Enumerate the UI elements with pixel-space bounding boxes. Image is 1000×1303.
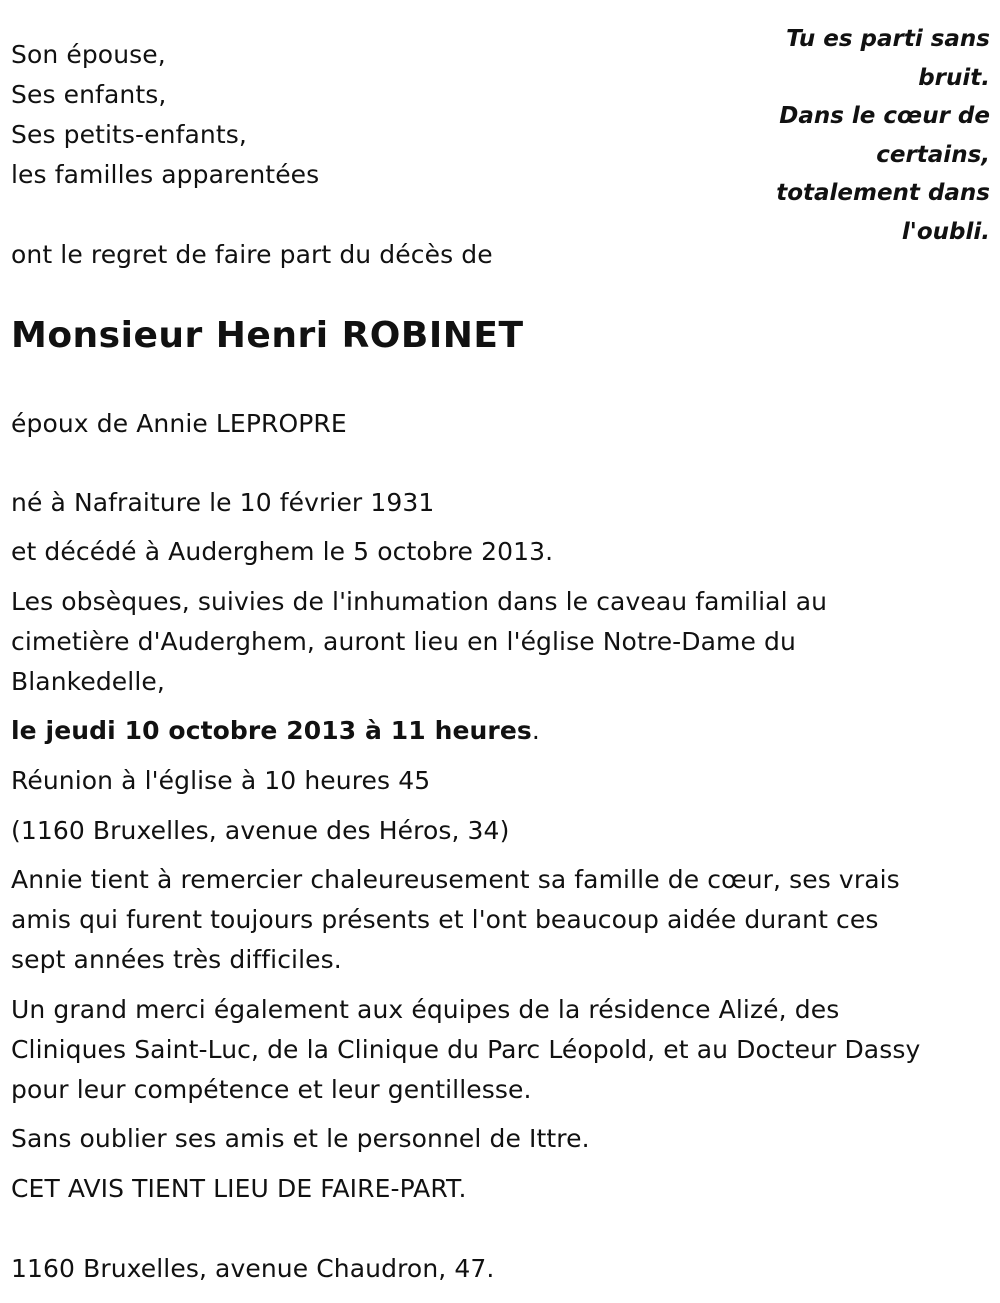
- poem: [710, 20, 990, 251]
- funeral-paragraph: [11, 582, 971, 702]
- deceased-name: Monsieur Henri ROBINET: [11, 315, 524, 356]
- death-line: et décédé à Auderghem le 5 octobre 2013.: [11, 537, 554, 566]
- poem-line: Tu es parti sans: [786, 26, 990, 52]
- funeral-line: cimetière d'Auderghem, auront lieu en l'église Notre-Dame du: [11, 627, 796, 656]
- birth-line: né à Nafraiture le 10 février 1931: [11, 488, 435, 517]
- poem-line: Dans le cœur de: [779, 103, 990, 129]
- family-line-spouse: Son épouse,: [11, 40, 166, 69]
- poem-line: totalement dans: [776, 180, 990, 206]
- thanks-line: pour leur compétence et leur gentillesse.: [11, 1075, 532, 1104]
- funeral-date-suffix: .: [531, 716, 540, 745]
- announcement-text: ont le regret de faire part du décès de: [11, 240, 493, 269]
- family-line-relatives: les familles apparentées: [11, 160, 320, 189]
- poem-line: certains,: [876, 141, 990, 168]
- funeral-line: Blankedelle,: [11, 667, 165, 696]
- thanks-line: sept années très difficiles.: [11, 945, 342, 974]
- thanks-line: Un grand merci également aux équipes de la résidence Alizé, des: [11, 995, 840, 1024]
- notice-line: CET AVIS TIENT LIEU DE FAIRE-PART.: [11, 1174, 467, 1203]
- meeting-line: Réunion à l'église à 10 heures 45: [11, 766, 431, 795]
- thanks-line: Annie tient à remercier chaleureusement sa famille de cœur, ses vrais: [11, 865, 900, 894]
- family-line-grandchildren: Ses petits-enfants,: [11, 120, 247, 149]
- church-address: (1160 Bruxelles, avenue des Héros, 34): [11, 816, 510, 845]
- funeral-date: le jeudi 10 octobre 2013 à 11 heures: [11, 716, 532, 745]
- home-address: 1160 Bruxelles, avenue Chaudron, 47.: [11, 1254, 495, 1283]
- thanks-paragraph-family: [11, 860, 971, 980]
- thanks-line: Cliniques Saint-Luc, de la Clinique du Parc Léopold, et au Docteur Dassy: [11, 1035, 921, 1064]
- thanks-line: amis qui furent toujours présents et l'ont beaucoup aidée durant ces: [11, 905, 879, 934]
- thanks-friends-line: Sans oublier ses amis et le personnel de Ittre.: [11, 1124, 590, 1153]
- thanks-paragraph-care: [11, 990, 971, 1110]
- poem-line: bruit.: [918, 64, 990, 91]
- funeral-date-line: [11, 711, 540, 751]
- funeral-line: Les obsèques, suivies de l'inhumation dans le caveau familial au: [11, 587, 828, 616]
- family-line-children: Ses enfants,: [11, 80, 167, 109]
- poem-line: l'oubli.: [901, 218, 990, 245]
- spouse-line: époux de Annie LEPROPRE: [11, 409, 347, 438]
